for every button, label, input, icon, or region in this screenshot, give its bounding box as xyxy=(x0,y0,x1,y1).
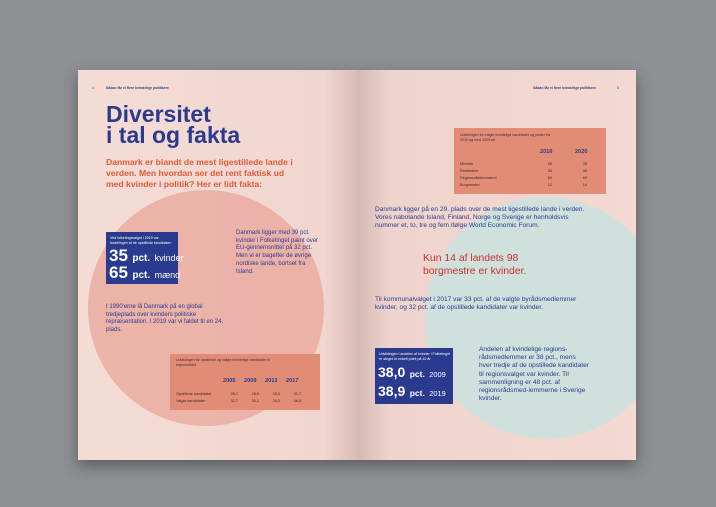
table-header: 2020 xyxy=(575,149,588,155)
stat-row-2019 xyxy=(378,383,446,401)
stat-box xyxy=(375,348,453,404)
data-table xyxy=(170,354,320,410)
table-header: 2009 xyxy=(244,378,257,384)
table-header: 2017 xyxy=(286,378,299,384)
table-row-label: Borgmestre xyxy=(460,183,480,187)
stat-unit: pct. xyxy=(409,388,425,398)
stat-caption: Udviklingen i andelen af kvinder i Folketinget er steget et enkelt point på 10 år xyxy=(379,352,451,361)
page-title xyxy=(106,101,306,148)
stat-unit: pct. xyxy=(132,253,151,264)
stat-row-men xyxy=(109,263,180,283)
page-number: 5 xyxy=(617,86,619,90)
body-paragraph: Danmark ligger med 39 pct. kvinder i Folketinget pænt over EU-gennemsnittet på 32 pct. Men vi er bagefter de øvrige nordiske lande, bortset fra Island. xyxy=(236,230,319,275)
body-paragraph: Danmark ligger på en 29. plads over de mest ligestillede lande i verden. Vores nabolande Island, Finland, Norge og Sverige er henholdsvis nummer et, to, tre og fem ifølge World Economic Forum. xyxy=(375,206,585,230)
stat-number: 65 xyxy=(109,263,128,282)
table-header: 2013 xyxy=(265,378,278,384)
table-cell: 14 xyxy=(582,183,587,187)
table-title: Udviklingen for valgte kvindelige kandidater og poster fra 2016 og med 2020 tal xyxy=(460,133,551,142)
table-row-label: Partiledere xyxy=(460,169,479,173)
stat-number: 38,9 xyxy=(378,383,406,399)
stat-year: 2019 xyxy=(429,389,446,398)
table-cell: 33 xyxy=(547,169,552,173)
table-row-label: Ministre xyxy=(460,162,474,166)
table-header: 2005 xyxy=(223,378,236,384)
running-head: Sådan får vi flere kvindelige politikere xyxy=(533,86,596,90)
title-line-1: Diversitet xyxy=(106,101,211,127)
table-row-label: Opstillede kandidater xyxy=(176,392,212,396)
stat-year: 2009 xyxy=(429,370,446,379)
body-paragraph: Andelen af kvindelige regions-rådsmedlemmer er 38 pct., mens hver tredje af de opstillede kandidater til regionsvalget var kvinder. Til sammenligning er 48 pct. af regionsrådsmed-lemmerne i Sverige kvinder. xyxy=(479,346,589,403)
table-header: 2016 xyxy=(540,149,553,155)
left-page xyxy=(78,70,357,460)
table-cell: 60 xyxy=(582,176,587,180)
stat-label: kvinder xyxy=(154,253,184,263)
stat-unit: pct. xyxy=(132,270,151,281)
stat-number: 38,0 xyxy=(378,364,406,380)
stat-label: mænd xyxy=(154,270,181,280)
table-row-label: Valgte kandidater xyxy=(176,399,206,403)
title-line-2: i tal og fakta xyxy=(106,122,241,148)
table-cell: 32,7 xyxy=(230,399,238,403)
table-cell: 31,7 xyxy=(293,392,301,396)
highlight-quote: Kun 14 af landets 98 borgmestre er kvinder. xyxy=(423,253,527,277)
table-cell: 39,3 xyxy=(272,399,280,403)
table-cell: 12 xyxy=(547,183,552,187)
table-cell: 35,1 xyxy=(251,399,259,403)
running-head: Sådan får vi flere kvindelige politikere xyxy=(106,86,169,90)
page-number: 4 xyxy=(92,86,94,90)
table-cell: 26 xyxy=(547,162,552,166)
stat-number: 35 xyxy=(109,246,128,265)
right-page xyxy=(357,70,636,460)
lead-paragraph: Danmark er blandt de mest ligestillede lande i verden. Men hvordan ser det rent faktisk ud med kvinder i politik? Her er lidt fakta: xyxy=(106,157,293,189)
stat-caption: Ved folketingsvalget i 2019 var fordelingen af de opstillede kandidater: xyxy=(110,236,172,245)
stat-box xyxy=(106,232,184,284)
data-table xyxy=(454,128,606,194)
table-cell: 38,0 xyxy=(293,399,301,403)
table-cell: 28,0 xyxy=(272,392,280,396)
table-cell: 28,1 xyxy=(230,392,238,396)
table-cell: 40 xyxy=(582,169,587,173)
table-cell: 28,6 xyxy=(251,392,259,396)
magazine-spread xyxy=(78,70,636,460)
table-cell: 35 xyxy=(582,162,587,166)
stat-row-2009 xyxy=(378,364,446,382)
stat-unit: pct. xyxy=(409,369,425,379)
table-cell: 60 xyxy=(547,176,552,180)
table-row-label: Regionsrådsformænd xyxy=(460,176,497,180)
table-title: Udviklingen for opstillede og valgte kvindelige kandidater til regionsrådet xyxy=(176,358,270,367)
body-paragraph: I 1990'erne lå Danmark på en global tredjeplads over kvinders politiske repræsentation. I 2019 var vi faldet til en 24. plads. xyxy=(106,304,224,334)
body-paragraph: Til kommunalvalget i 2017 var 33 pct. af de valgte byrådsmedlemmer kvinder, og 32 pct. af de opstillede kandidater var kvinder. xyxy=(375,296,577,312)
